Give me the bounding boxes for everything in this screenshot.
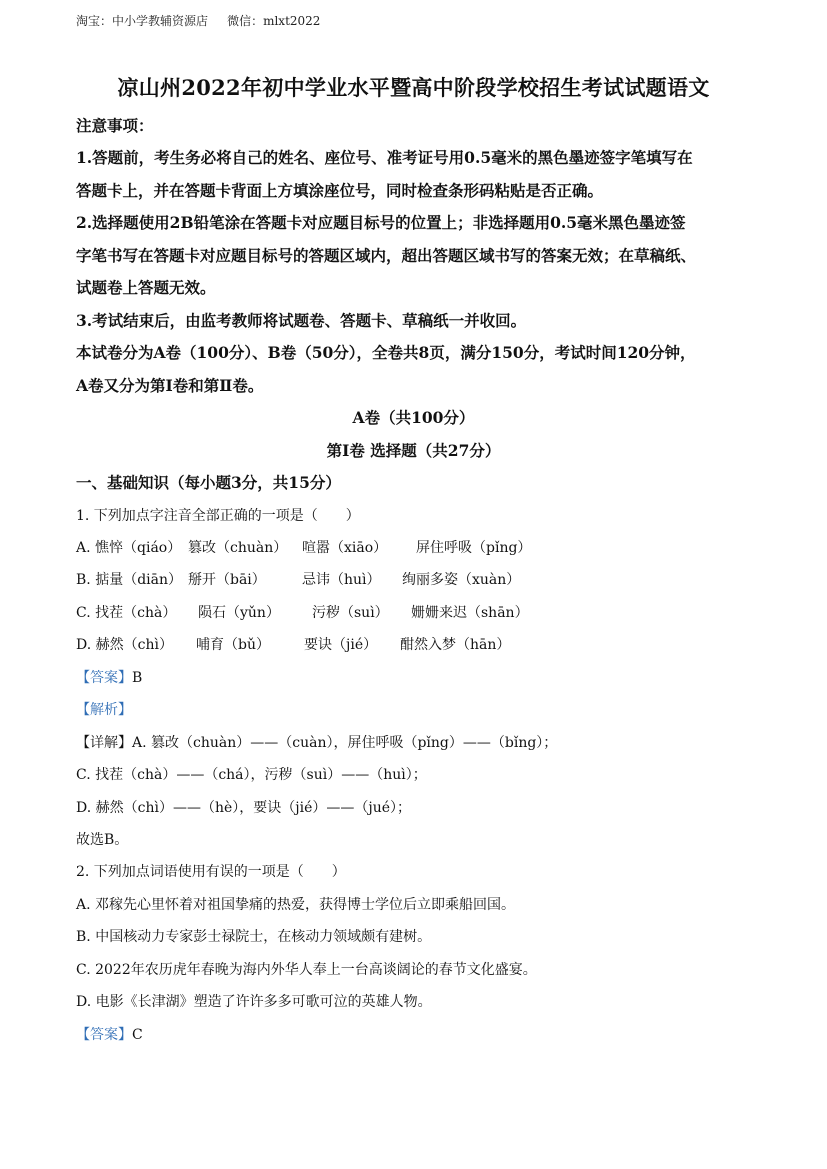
question-1-stem: 1. 下列加点字注音全部正确的一项是（ ） [76,508,360,524]
question-2-option-c: C. 2022年农历虎年春晚为海内外华人奉上一台高谈阔论的春节文化盛宴。 [76,962,537,978]
wechat-label: 微信：mlxt2022 [227,14,321,28]
question-1-option-a [76,537,531,557]
option-item: 陨石（yǔn） [198,605,280,621]
detail-text: A. 篡改（chuàn）——（cuàn），屏住呼吸（pǐng）——（bǐng）； [132,735,558,751]
notice-heading: 注意事项： [76,116,154,135]
detail-line: D. 赫然（chì）——（hè），要诀（jié）——（jué）； [76,800,412,816]
option-item: 污秽（suì） [312,605,389,621]
notice-line: 本试卷分为A卷（100分）、B卷（50分），全卷共8页，满分150分，考试时间120分钟， [76,343,696,362]
detail-label: 【详解】 [76,735,132,751]
answer-label: 【答案】 [76,670,132,686]
option-item: A. 憔悴（qiáo） [76,540,182,556]
notice-line: 答题卡上，并在答题卡背面上方填涂座位号，同时检查条形码粘贴是否正确。 [76,181,604,200]
question-2-option-b: B. 中国核动力专家彭士禄院士，在核动力领域颇有建树。 [76,929,432,945]
section-a-heading: A卷（共100分） [352,408,475,427]
page-title: 凉山州2022年初中学业水平暨高中阶段学校招生考试试题语文 [117,75,710,100]
notice-line: 字笔书写在答题卡对应题目标号的答题区域内，超出答题区域书写的答案无效；在草稿纸、 [76,246,697,265]
answer-label: 【答案】 [76,1027,132,1043]
question-1-answer [76,667,142,687]
option-item: 喧嚣（xiāo） [302,540,388,556]
option-item: D. 赫然（chì） [76,637,173,653]
detail-line: 故选B。 [76,832,129,848]
answer-value: B [132,670,143,686]
question-2-answer [76,1024,143,1044]
analysis-label: 【解析】 [76,702,132,718]
question-1-option-d [76,634,510,654]
notice-line: A卷又分为第Ⅰ卷和第Ⅱ卷。 [76,376,264,395]
option-item: 绚丽多姿（xuàn） [402,572,521,588]
notice-line: 3.考试结束后，由监考教师将试题卷、答题卡、草稿纸一并收回。 [76,311,527,330]
question-1-option-c [76,602,529,622]
option-item: B. 掂量（diān） [76,572,182,588]
answer-value: C [132,1027,143,1043]
notice-line: 1.答题前，考生务必将自己的姓名、座位号、准考证号用0.5毫米的黑色墨迹签字笔填写在 [76,148,693,167]
detail-line: C. 找茬（chà）——（chá），污秽（suì）——（huì）； [76,767,427,783]
option-item: 忌讳（huì） [302,572,381,588]
question-2-option-d: D. 电影《长津湖》塑造了许许多多可歌可泣的英雄人物。 [76,994,432,1010]
section-1-heading: 第Ⅰ卷 选择题（共27分） [326,441,501,460]
option-item: 酣然入梦（hān） [400,637,511,653]
question-1-option-b [76,569,520,589]
notice-line: 试题卷上答题无效。 [76,278,216,297]
question-2-stem: 2. 下列加点词语使用有误的一项是（ ） [76,864,346,880]
shop-label: 淘宝：中小学教辅资源店 [76,14,209,28]
page-header [76,12,320,29]
option-item: 要诀（jié） [304,637,378,653]
option-item: C. 找茬（chà） [76,605,177,621]
detail-line [76,732,557,752]
option-item: 屏住呼吸（pǐng） [416,540,532,556]
option-item: 掰开（bāi） [188,572,266,588]
question-2-option-a: A. 邓稼先心里怀着对祖国挚痛的热爱，获得博士学位后立即乘船回国。 [76,897,516,913]
part-1-heading: 一、基础知识（每小题3分，共15分） [76,473,341,492]
notice-line: 2.选择题使用2B铅笔涂在答题卡对应题目标号的位置上；非选择题用0.5毫米黑色墨迹签 [76,213,686,232]
option-item: 篡改（chuàn） [188,540,288,556]
option-item: 哺育（bǔ） [196,637,270,653]
option-item: 姗姗来迟（shān） [411,605,529,621]
